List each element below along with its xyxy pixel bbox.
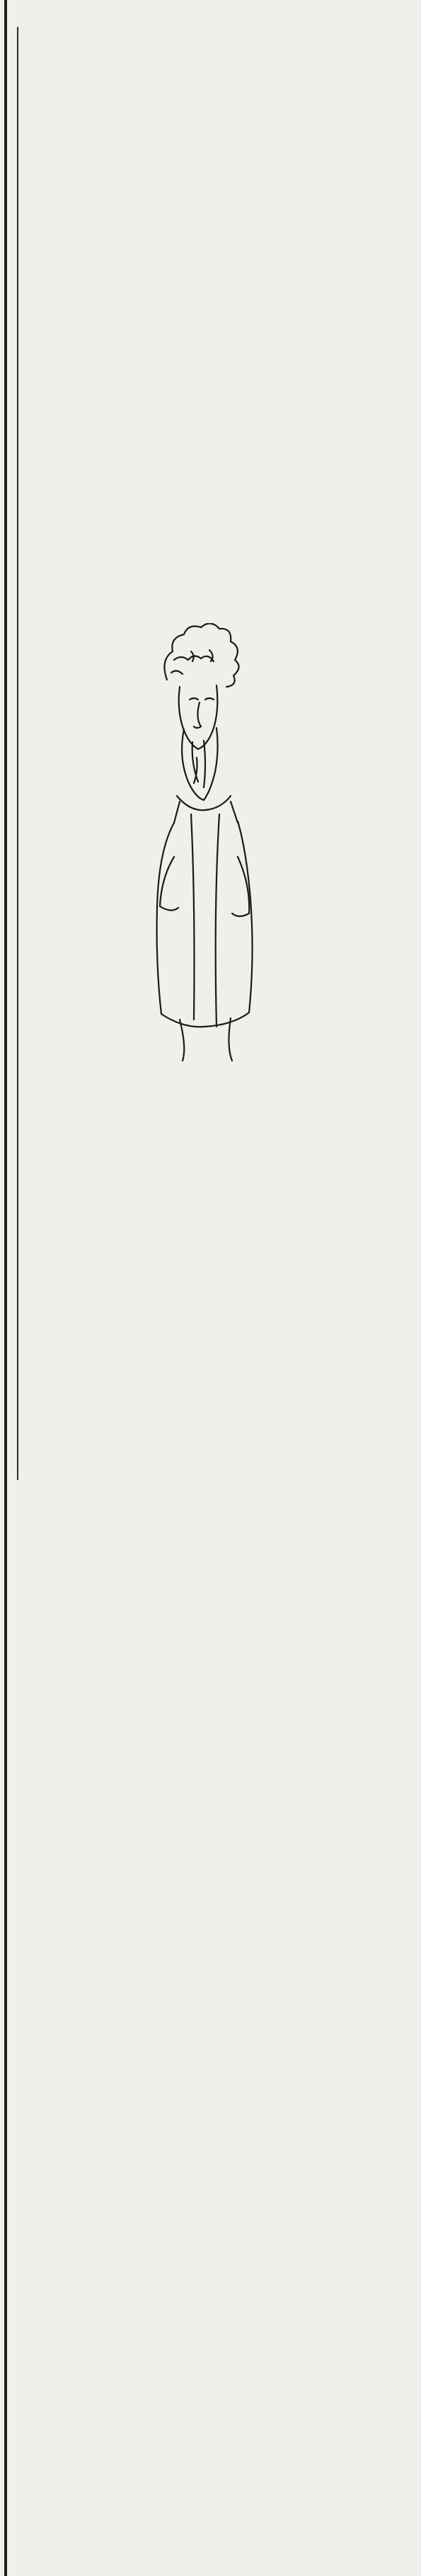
portrait-drawing (106, 623, 290, 1062)
article-title (41, 13, 409, 119)
inner-column-rule (17, 27, 18, 1266)
inner-column-rule-lower (17, 1246, 18, 1480)
left-column-rule (4, 0, 7, 2576)
